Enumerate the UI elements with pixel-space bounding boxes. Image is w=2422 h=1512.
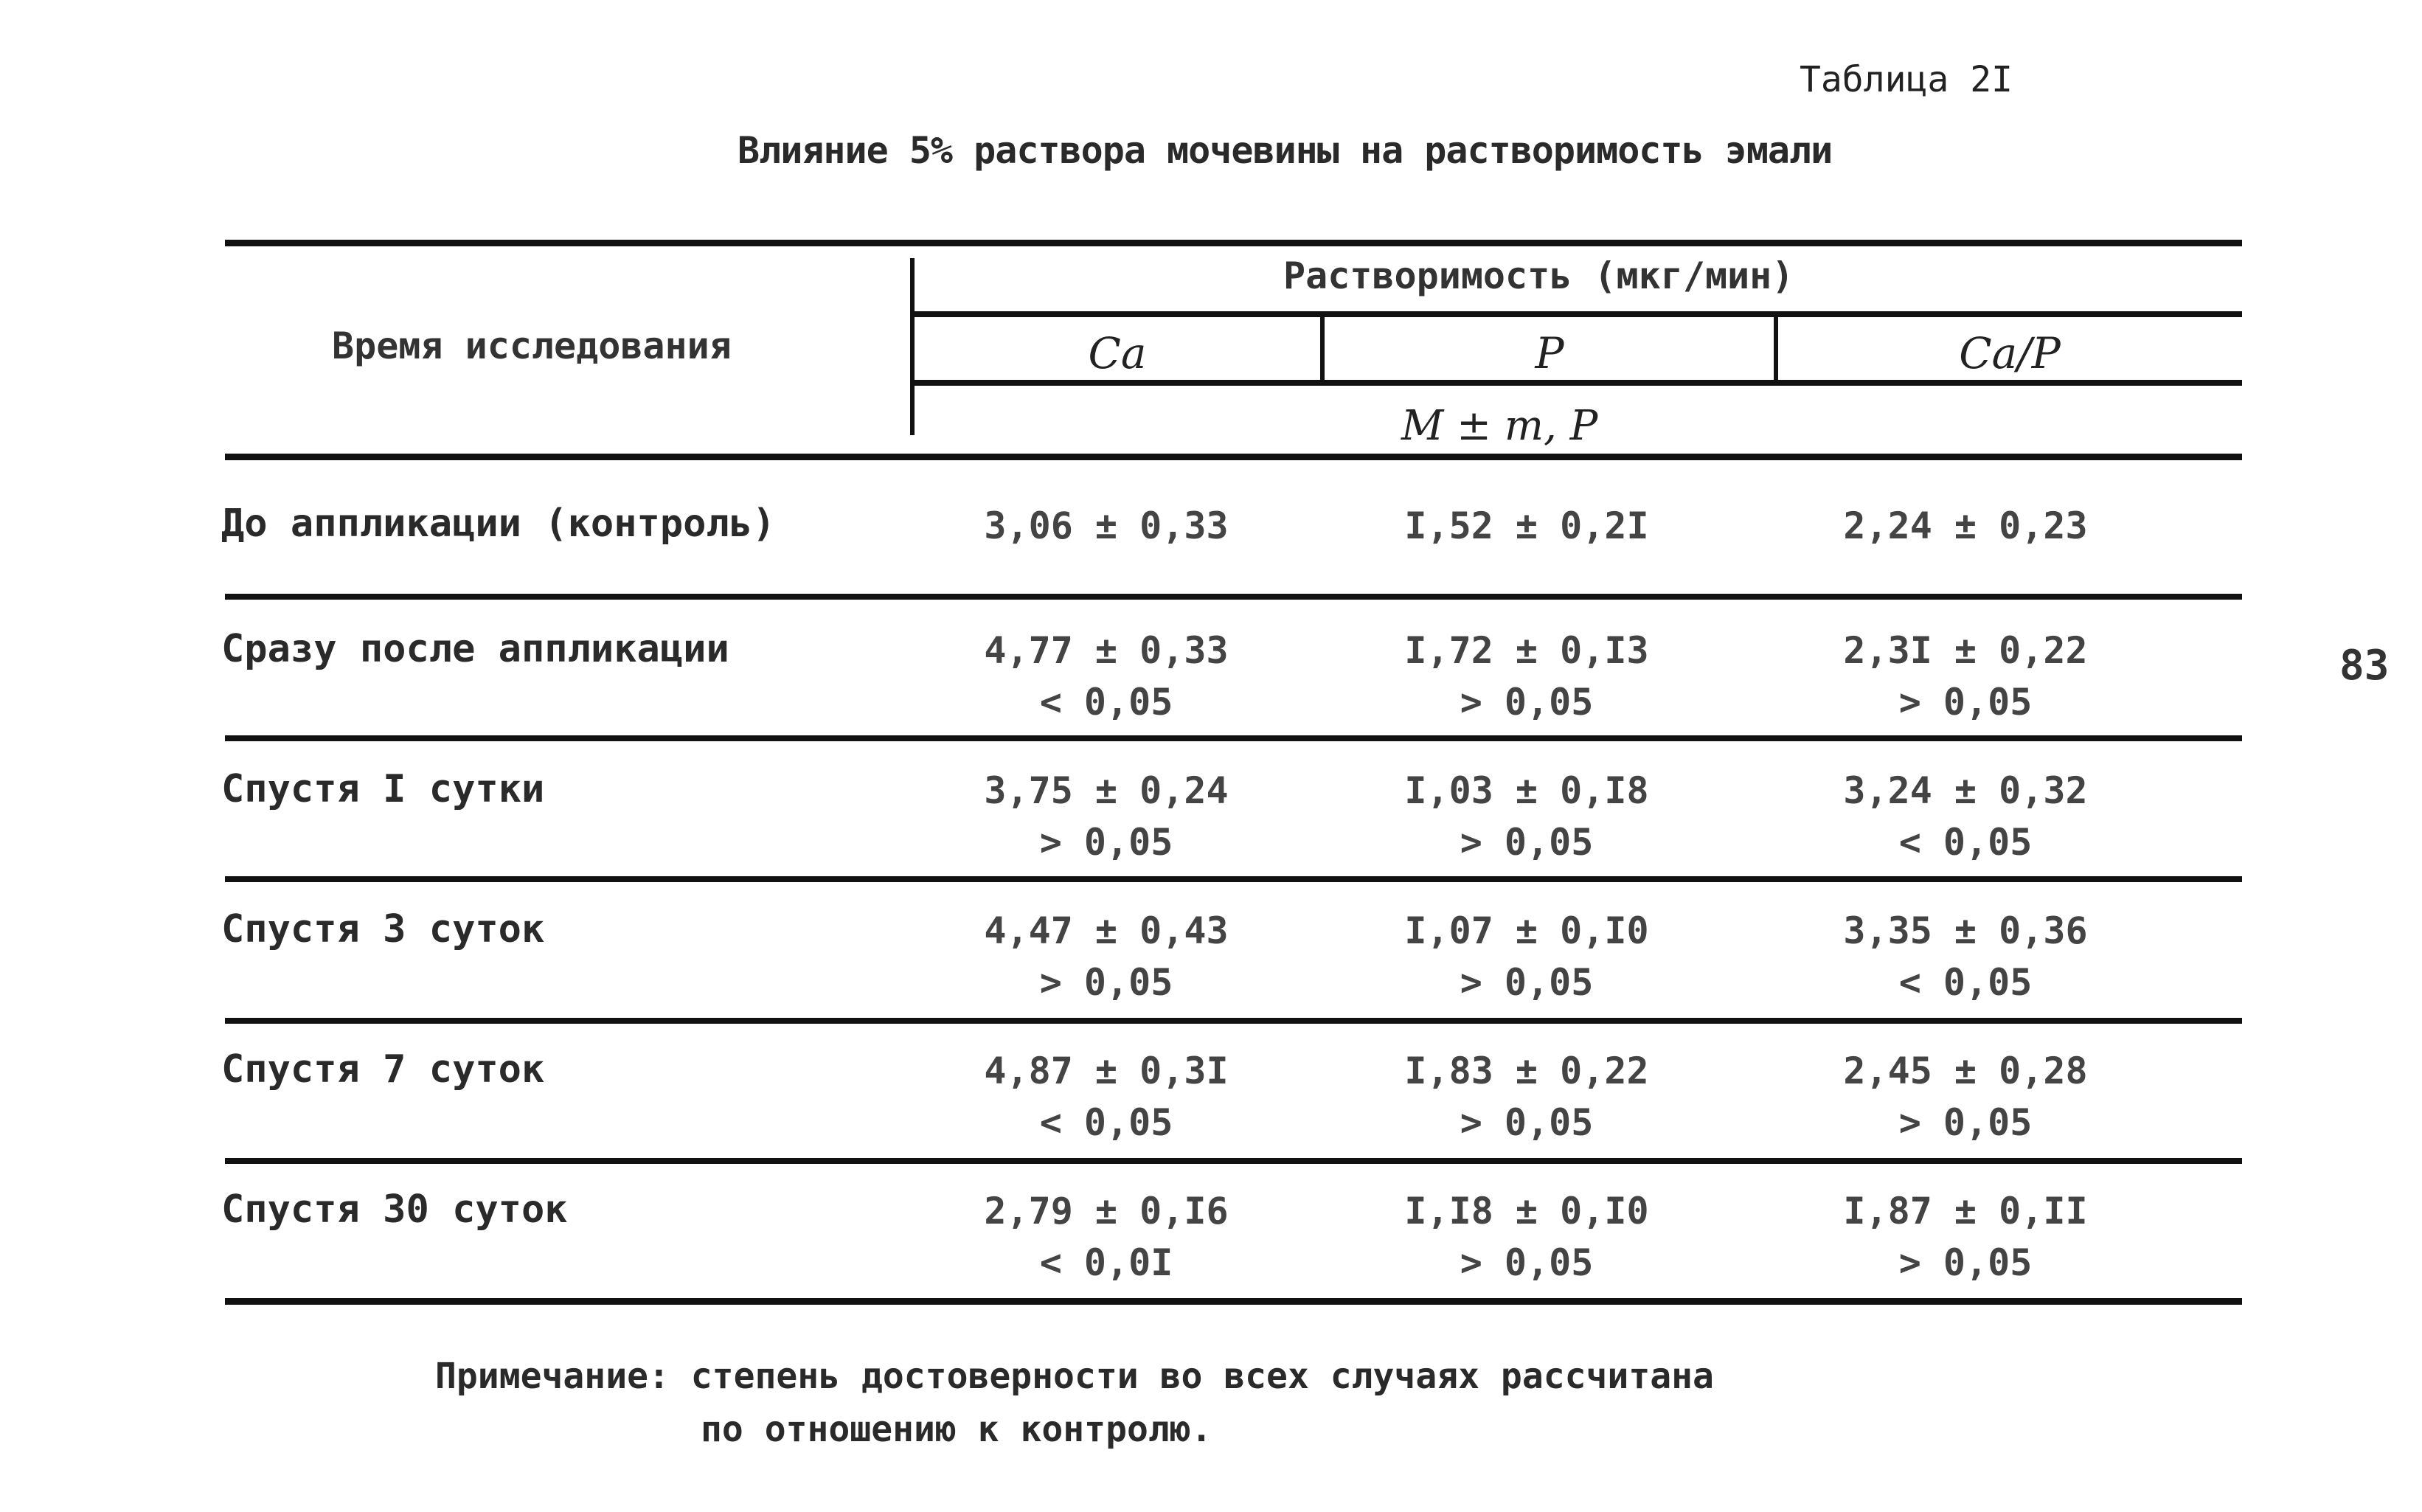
table-top-rule: [225, 240, 2242, 246]
table-cell-ca-p: [1774, 1045, 2157, 1148]
table-cell-ca-p: [1774, 765, 2157, 868]
cell-value: 4,77 ± 0,33: [984, 629, 1229, 672]
row-label: До аппликации (контроль): [221, 502, 776, 546]
cell-p-value: > 0,05: [1460, 1101, 1594, 1144]
row-label: Спустя I сутки: [221, 767, 545, 811]
cell-value: 3,75 ± 0,24: [984, 769, 1229, 812]
table-number: Таблица 2I: [1800, 59, 2013, 100]
table-cell-p: [1335, 500, 1718, 552]
cell-p-value: > 0,05: [1039, 821, 1173, 864]
cell-p-value: > 0,05: [1898, 1101, 2033, 1144]
cell-value: I,03 ± 0,I8: [1404, 769, 1649, 812]
row-label: Спустя 3 суток: [221, 907, 545, 951]
header-time-label: Время исследования: [332, 325, 732, 367]
cell-p-value: < 0,05: [1898, 821, 2033, 864]
cell-value: I,72 ± 0,I3: [1404, 629, 1649, 672]
table-cell-ca: [915, 1185, 1298, 1289]
header-column-ca: Ca: [1088, 328, 1147, 378]
header-solubility-rule: [912, 311, 2242, 317]
row-divider: [225, 594, 2242, 600]
table-cell-p: [1335, 1045, 1718, 1148]
cell-value: 2,45 ± 0,28: [1843, 1050, 2088, 1092]
table-cell-ca-p: [1774, 905, 2157, 1008]
table-cell-p: [1335, 625, 1718, 728]
row-divider: [225, 1158, 2242, 1164]
cell-value: 2,79 ± 0,I6: [984, 1190, 1229, 1232]
table-cell-ca: [915, 500, 1298, 552]
cell-value: I,I8 ± 0,I0: [1404, 1190, 1649, 1232]
cell-value: 4,47 ± 0,43: [984, 909, 1229, 952]
cell-value: I,07 ± 0,I0: [1404, 909, 1649, 952]
cell-p-value: > 0,05: [1898, 1241, 2033, 1284]
cell-value: I,87 ± 0,II: [1843, 1190, 2088, 1232]
table-cell-ca-p: [1774, 625, 2157, 728]
row-label: Спустя 7 суток: [221, 1047, 545, 1092]
cell-value: 4,87 ± 0,3I: [984, 1050, 1229, 1092]
table-cell-ca: [915, 625, 1298, 728]
cell-p-value: < 0,05: [1039, 1101, 1173, 1144]
header-bottom-rule: [225, 454, 2242, 460]
header-stat-label: M ± m, P: [1401, 402, 1598, 450]
row-divider: [225, 735, 2242, 741]
row-label: Спустя 30 суток: [221, 1187, 568, 1232]
cell-value: 2,3I ± 0,22: [1843, 629, 2088, 672]
header-solubility-label: Растворимость (мкг/мин): [1283, 254, 1794, 297]
cell-p-value: < 0,0I: [1039, 1241, 1173, 1284]
note-line-2: по отношению к контролю.: [701, 1409, 1212, 1450]
table-cell-ca: [915, 765, 1298, 868]
cell-p-value: > 0,05: [1460, 821, 1594, 864]
cell-p-value: > 0,05: [1460, 681, 1594, 724]
table-cell-ca-p: [1774, 500, 2157, 552]
cell-value: 3,24 ± 0,32: [1843, 769, 2088, 812]
cell-p-value: < 0,05: [1039, 681, 1173, 724]
table-caption: Влияние 5% раствора мочевины на растворимость эмали: [738, 129, 1833, 172]
cell-value: 3,06 ± 0,33: [984, 504, 1229, 547]
cell-value: I,52 ± 0,2I: [1404, 504, 1649, 547]
note-line-1: Примечание: степень достоверности во всех случаях рассчитана: [435, 1356, 1714, 1397]
page-number: 83: [2339, 642, 2390, 690]
cell-value: 3,35 ± 0,36: [1843, 909, 2088, 952]
header-columns-rule: [912, 380, 2242, 386]
table-cell-ca: [915, 905, 1298, 1008]
header-column-ca-p: Ca/P: [1959, 328, 2061, 378]
cell-p-value: > 0,05: [1460, 961, 1594, 1004]
table-cell-p: [1335, 905, 1718, 1008]
table-cell-p: [1335, 1185, 1718, 1289]
cell-value: 2,24 ± 0,23: [1843, 504, 2088, 547]
cell-p-value: > 0,05: [1898, 681, 2033, 724]
header-column-p: P: [1535, 328, 1564, 378]
table-cell-ca: [915, 1045, 1298, 1148]
cell-p-value: > 0,05: [1460, 1241, 1594, 1284]
table-cell-ca-p: [1774, 1185, 2157, 1289]
table-cell-p: [1335, 765, 1718, 868]
table-bottom-rule: [225, 1298, 2242, 1305]
cell-p-value: > 0,05: [1039, 961, 1173, 1004]
cell-p-value: < 0,05: [1898, 961, 2033, 1004]
row-divider: [225, 876, 2242, 882]
row-label: Сразу после аппликации: [221, 627, 729, 671]
cell-value: I,83 ± 0,22: [1404, 1050, 1649, 1092]
row-divider: [225, 1018, 2242, 1024]
table-note: [435, 1350, 1714, 1456]
